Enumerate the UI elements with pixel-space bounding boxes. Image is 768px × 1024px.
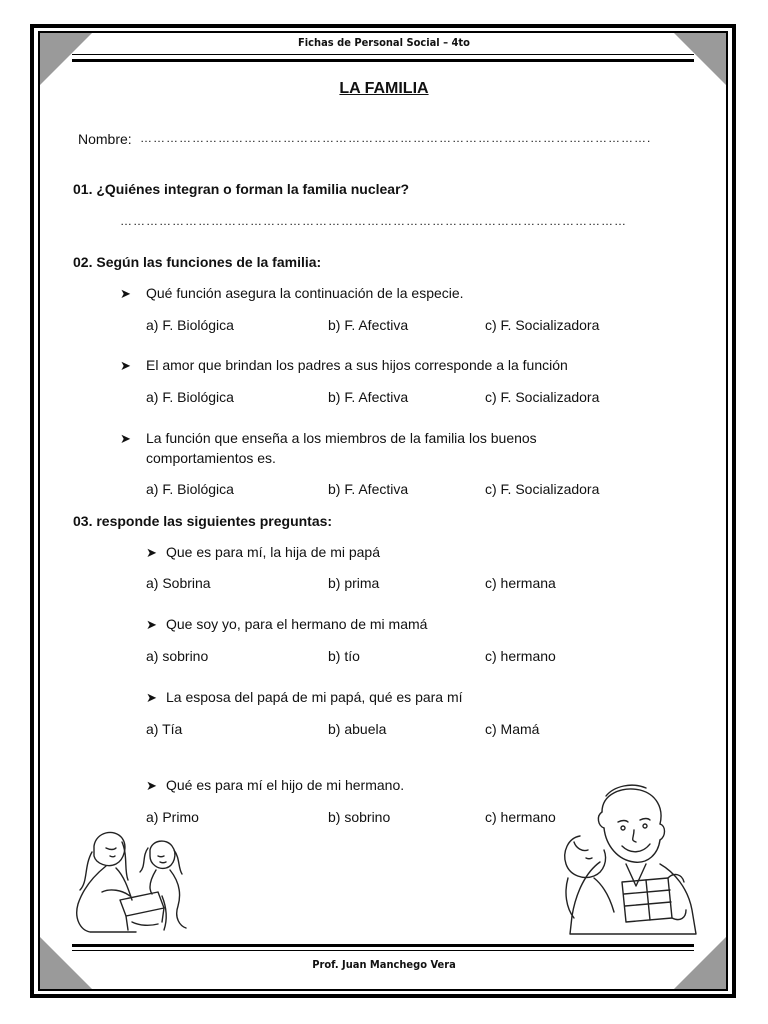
q2-item-2-prompt: El amor que brindan los padres a sus hijos corresponde a la función <box>146 357 568 373</box>
footer-text: Prof. Juan Manchego Vera <box>312 958 456 971</box>
q3-item-4-prompt: Qué es para mí el hijo de mi hermano. <box>166 777 405 793</box>
q3-item-2-option-b: b) tío <box>328 648 360 664</box>
q2-item-1-option-a: a) F. Biológica <box>146 317 234 333</box>
q2-item-3-prompt-line2: comportamientos es. <box>146 450 276 466</box>
q3-item-3-prompt: La esposa del papá de mi papá, qué es para mí <box>166 689 463 705</box>
q3-item-4-option-b: b) sobrino <box>328 809 391 825</box>
q2-item-1-option-b: b) F. Afectiva <box>328 317 409 333</box>
name-label: Nombre: <box>78 131 132 147</box>
page-title: LA FAMILIA <box>339 80 429 97</box>
q2-item-3-option-b: b) F. Afectiva <box>328 481 409 497</box>
q3-heading: 03. responde las siguientes preguntas: <box>73 513 333 529</box>
q3-item-1-option-c: c) hermana <box>485 575 556 591</box>
arrowhead-bullet-icon: ➤ <box>120 286 131 301</box>
q3-item-2-option-c: c) hermano <box>485 648 556 664</box>
header-rule-thin <box>72 54 694 55</box>
mother-daughter-illustration <box>66 826 196 938</box>
arrowhead-bullet-icon: ➤ <box>120 431 131 446</box>
q3-item-3-option-c: c) Mamá <box>485 721 540 737</box>
q2-item-2-option-c: c) F. Socializadora <box>485 389 600 405</box>
q1-heading: 01. ¿Quiénes integran o forman la familia nuclear? <box>73 181 410 197</box>
q2-item-3-prompt: La función que enseña a los miembros de la familia los buenos <box>146 430 537 446</box>
header-text: Fichas de Personal Social – 4to <box>298 36 470 49</box>
q3-item-4-option-c: c) hermano <box>485 809 556 825</box>
arrowhead-bullet-icon: ➤ <box>120 358 131 373</box>
arrowhead-bullet-icon: ➤ <box>146 545 157 560</box>
footer-rule-thick <box>72 944 694 947</box>
q3-item-3-option-a: a) Tía <box>146 721 183 737</box>
q3-item-1-prompt: Que es para mí, la hija de mi papá <box>166 544 381 560</box>
q2-item-3-option-a: a) F. Biológica <box>146 481 234 497</box>
name-dots: ………………………………………………………………………………………………………. <box>140 131 652 145</box>
q2-item-1-option-c: c) F. Socializadora <box>485 317 600 333</box>
q3-item-4-option-a: a) Primo <box>146 809 199 825</box>
q3-item-2-option-a: a) sobrino <box>146 648 209 664</box>
arrowhead-bullet-icon: ➤ <box>146 690 157 705</box>
q2-item-2-option-a: a) F. Biológica <box>146 389 234 405</box>
q1-answer-dots: ……………………………………………………………………………………………………… <box>120 214 627 228</box>
q2-item-3-option-c: c) F. Socializadora <box>485 481 600 497</box>
q3-item-1-option-a: a) Sobrina <box>146 575 211 591</box>
q3-item-2-prompt: Que soy yo, para el hermano de mi mamá <box>166 616 428 632</box>
q3-item-3-option-b: b) abuela <box>328 721 387 737</box>
arrowhead-bullet-icon: ➤ <box>146 778 157 793</box>
header-rule-thick <box>72 59 694 62</box>
footer-rule-thin <box>72 950 694 951</box>
q3-item-1-option-b: b) prima <box>328 575 380 591</box>
q2-heading: 02. Según las funciones de la familia: <box>73 254 322 270</box>
father-child-illustration <box>556 782 710 940</box>
q2-item-1-prompt: Qué función asegura la continuación de la especie. <box>146 285 464 301</box>
q2-item-2-option-b: b) F. Afectiva <box>328 389 409 405</box>
arrowhead-bullet-icon: ➤ <box>146 617 157 632</box>
